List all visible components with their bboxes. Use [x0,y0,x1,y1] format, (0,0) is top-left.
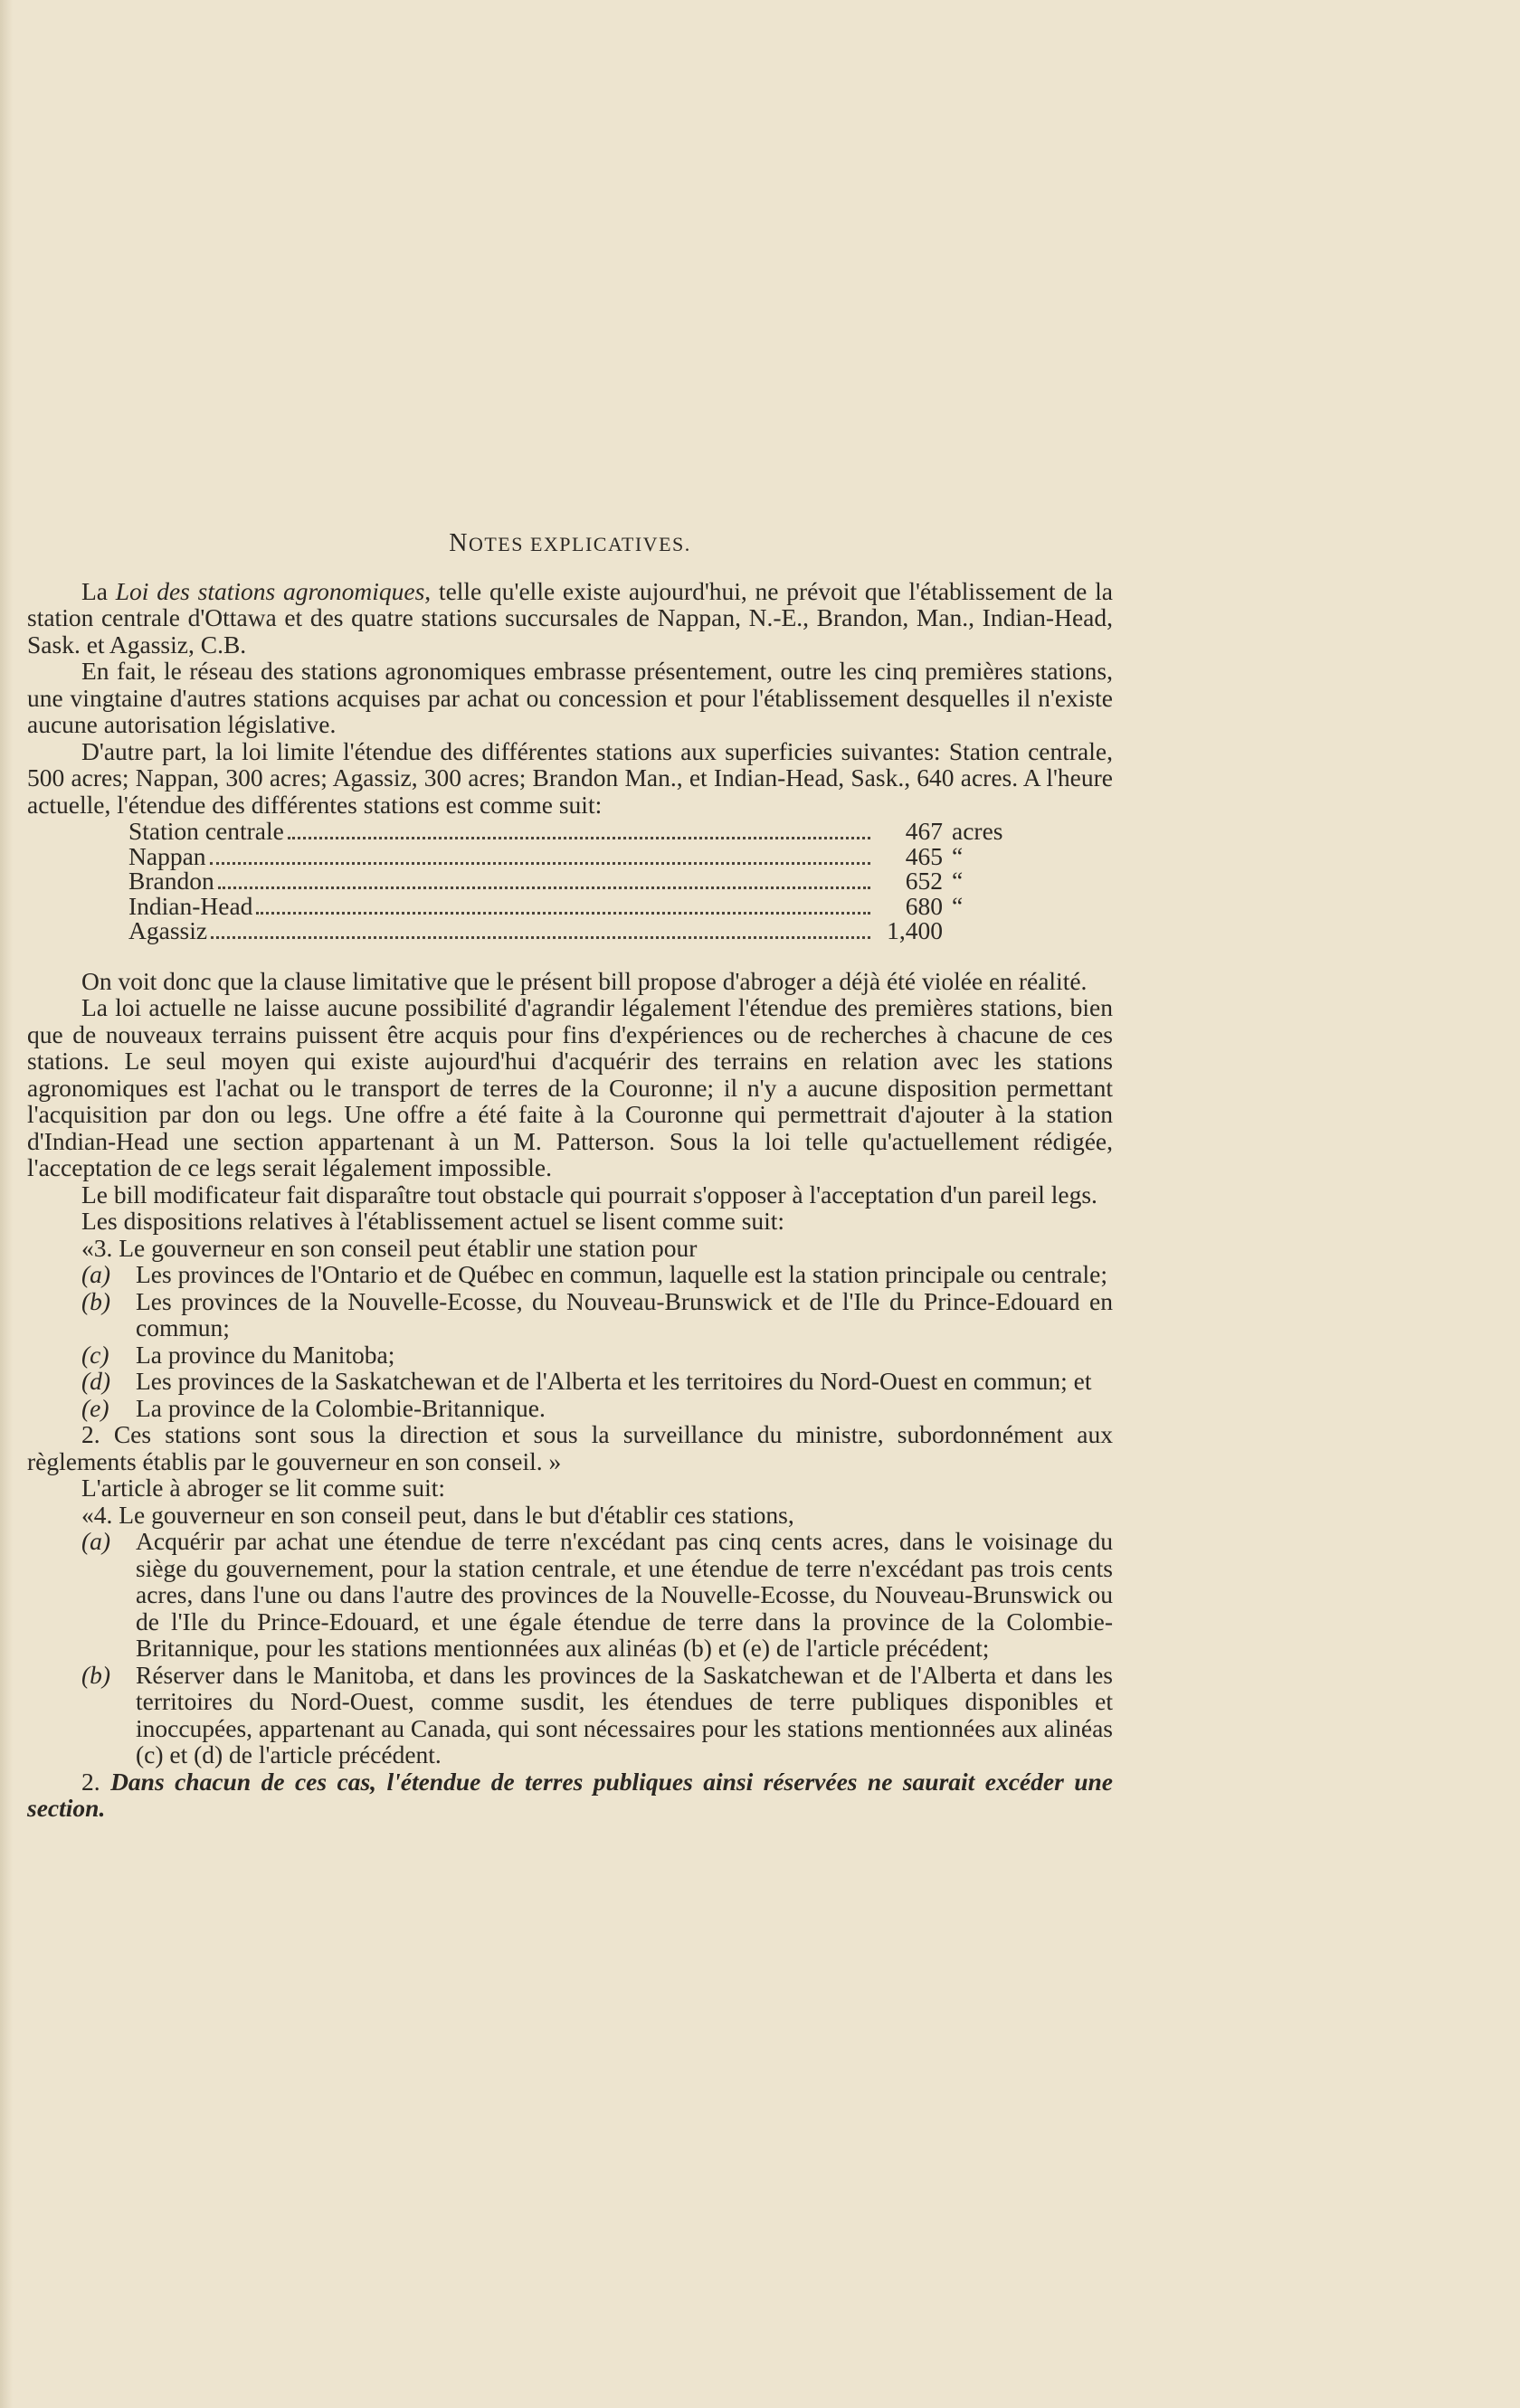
article-3-item: (d) Les provinces de la Saskatchewan et de l'Alberta et les territoires du Nord-Ouest en commun; et [81,1367,1092,1395]
article-3-quote [27,1235,1113,1475]
document-body [27,530,1113,1822]
law-name: Loi des stations agronomiques [115,576,425,605]
stations-table [128,818,1024,943]
amended-text: Dans chacun de ces cas, l'étendue de terres publiques ainsi réservées ne saurait excéder une section. [27,1767,1114,1822]
page-edge [0,0,13,2408]
article-3-item: (b) Les provinces de la Nouvelle-Ecosse, du Nouveau-Brunswick et de l'Ile du Prince-Edouard en commun; [81,1286,1113,1341]
paragraph-1: La Loi des stations agronomiques, telle qu'elle existe aujourd'hui, ne prévoit que l'établissement de la station centrale d'Ottawa et des quatre stations succursales de Nappan, N.-E., Brandon, Man., Indian-Head, Sask. et Agassiz, C.B. [27,576,1113,659]
article-3-paragraph-2: 2. Ces stations sont sous la direction et sous la surveillance du ministre, subordonnément aux règlements établis par le gouverneur en son conseil. » [27,1420,1113,1475]
paragraph-7: Les dispositions relatives à l'établissement actuel se lisent comme suit: [81,1207,785,1235]
article-4-intro: «4. Le gouverneur en son conseil peut, dans le but d'établir ces stations, [81,1500,794,1529]
article-4-paragraph-2: 2. Dans chacun de ces cas, l'étendue de terres publiques ainsi réservées ne saurait excéder une section. [27,1767,1114,1822]
article-4-item: (a) Acquérir par achat une étendue de terre n'excédant pas cinq cents acres, dans le voisinage du siège du gouvernement, pour la station centrale, et une étendue de terre n'excédant pas trois cents acres, dans l'une ou dans l'autre des provinces de la Nouvelle-Ecosse, du Nouveau-Brunswick ou de l'Ile du Prince-Edouard, et une égale étendue de terre dans la province de la Colombie-Britannique, pour les stations mentionnées aux alinéas (b) et (e) de l'article précédent; [81,1527,1113,1662]
station-row: Brandon 652 “ [128,867,964,895]
paragraph-5: La loi actuelle ne laisse aucune possibilité d'agrandir légalement l'étendue des premières stations, bien que de nouveaux terrains puissent être acquis pour fins d'expériences ou de recherches à chacune de ces stations. Le seul moyen qui existe aujourd'hui d'acquérir des terrains en relation avec les stations agronomiques est l'achat ou le transport de terres de la Couronne; il n'y a aucune disposition permettant l'acquisition par don ou legs. Une offre a été faite à la Couronne qui permettrait d'ajouter à la station d'Indian-Head une section appartenant à un M. Patterson. Sous la loi telle qu'actuellement rédigée, l'acceptation de ce legs serait légalement impossible. [27,993,1113,1181]
paragraph-6: Le bill modificateur fait disparaître tout obstacle qui pourrait s'opposer à l'acceptation d'un pareil legs. [81,1180,1097,1209]
article-3-item: (e) La province de la Colombie-Britannique. [81,1393,546,1422]
article-4-quote [27,1502,1113,1822]
paragraph-8: L'article à abroger se lit comme suit: [81,1474,446,1502]
station-row: Indian-Head 680 “ [128,891,964,920]
station-row: Nappan 465 “ [128,841,964,870]
paragraph-2: En fait, le réseau des stations agronomiques embrasse présentement, outre les cinq premières stations, une vingtaine d'autres stations acquises par achat ou concession et pour l'établissement desquelles il n'existe aucune autorisation législative. [27,657,1113,738]
article-3-item: (c) La province du Manitoba; [81,1340,395,1369]
station-row: Station centrale 467 acres [128,817,1003,845]
article-4-item: (b) Réserver dans le Manitoba, et dans les provinces de la Saskatchewan et de l'Alberta et dans les territoires du Nord-Ouest, comme susdit, les étendues de terre publiques disponibles et inoccupées, appartenant au Canada, qui sont nécessaires pour les stations mentionnées aux alinéas (c) et (d) de l'article précédent. [81,1660,1113,1768]
paragraph-3: D'autre part, la loi limite l'étendue des différentes stations aux superficies suivantes: Station centrale, 500 acres; Nappan, 300 acres; Agassiz, 300 acres; Brandon Man., et Indian-Head, Sask., 640 acres. A l'heure actuelle, l'étendue des différentes stations est comme suit: [27,736,1113,819]
page-title: NOTES EXPLICATIVES. [449,529,691,557]
article-3-intro: «3. Le gouverneur en son conseil peut établir une station pour [81,1233,698,1262]
article-3-item: (a) Les provinces de l'Ontario et de Québec en commun, laquelle est la station principale ou centrale; [81,1260,1108,1288]
station-row: Agassiz 1,400 [128,916,943,944]
paragraph-4: On voit donc que la clause limitative que le présent bill propose d'abroger a déjà été violée en réalité. [81,966,1088,995]
